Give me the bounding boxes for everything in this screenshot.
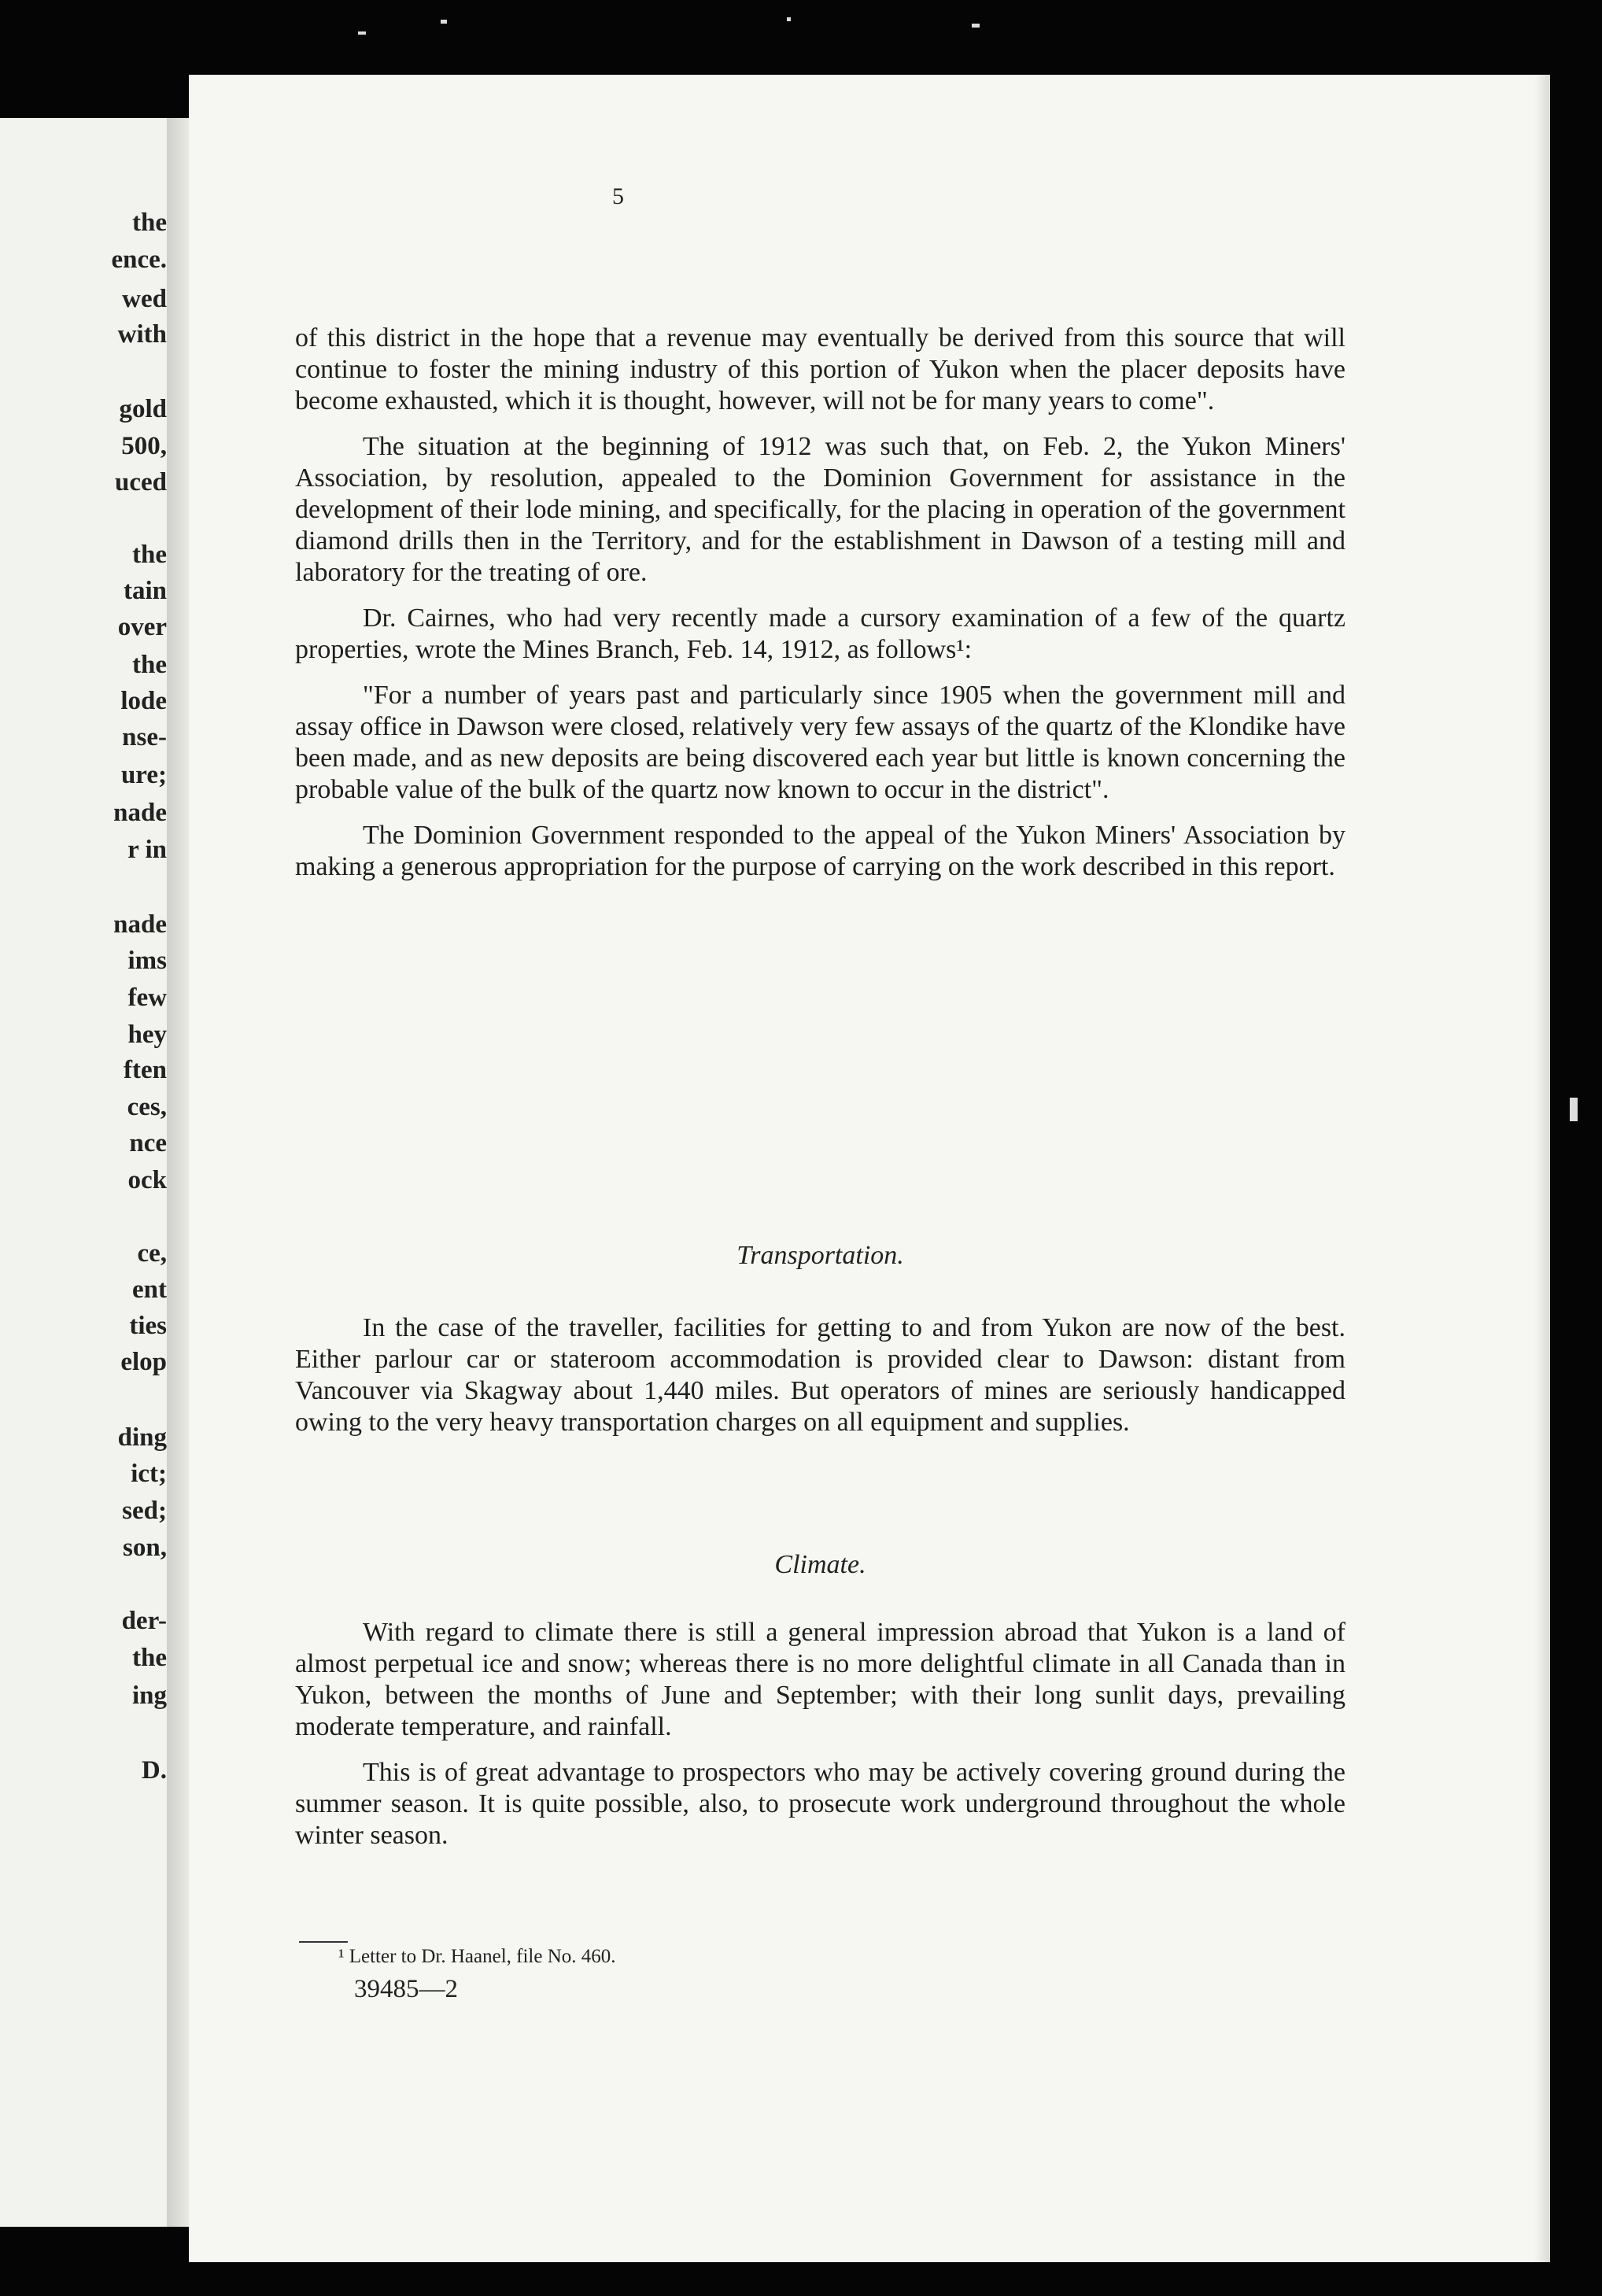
paragraph: With regard to climate there is still a general impression abroad that Yukon is a land of almost perpetual ice and snow; whereas there is no more delightful climate in all Canada than in Yukon, between the months of June and September; with their long sunlit days, prevailing moderate temperature, and rainfall. bbox=[295, 1618, 1345, 1741]
left-page-text-fragment: ence. bbox=[111, 245, 167, 274]
left-page-fragment bbox=[0, 118, 167, 2227]
left-page-text-fragment: the bbox=[132, 1644, 167, 1672]
paragraph: This is of great advantage to prospectors who may be actively covering ground during the summer season. It is quite possible, also, to prosecute work underground throughout the whole winter season. bbox=[295, 1758, 1345, 1850]
scan-speck bbox=[441, 20, 447, 24]
left-page-text-fragment: nse- bbox=[122, 723, 167, 751]
paragraph: The Dominion Government responded to the appeal of the Yukon Miners' Association by making a generous appropriation for the purpose of carrying on the work described in this report. bbox=[295, 821, 1345, 881]
scan-speck bbox=[358, 31, 366, 35]
left-page-text-fragment: r in bbox=[127, 836, 167, 864]
main-text bbox=[295, 323, 1345, 897]
paragraph: The situation at the beginning of 1912 was such that, on Feb. 2, the Yukon Miners' Association, by resolution, appealed to the Dominion Government for assistance in the development of their lode mining, and specifically, for the placing in operation of the government diamond drills then in the Territory, and for the establishment in Dawson of a testing mill and laboratory for the treating of ore. bbox=[295, 432, 1345, 587]
left-page-text-fragment: the bbox=[132, 209, 167, 237]
footnote-rule bbox=[299, 1941, 348, 1943]
left-page-text-fragment: uced bbox=[115, 468, 167, 496]
left-page-text-fragment: ce, bbox=[137, 1239, 167, 1268]
paragraph: In the case of the traveller, facilities for getting to and from Yukon are now of the best. Either parlour car or stateroom accommodation is provided clear to Dawson: distant from Vancouver via Skagway about 1,440 miles. But operators of mines are seriously handicapped owing to the very heavy transportation charges on all equipment and supplies. bbox=[295, 1313, 1345, 1437]
left-page-text-fragment: ties bbox=[129, 1312, 167, 1340]
left-page-text-fragment: son, bbox=[123, 1534, 167, 1562]
scan-speck bbox=[787, 17, 791, 21]
left-page-text-fragment: 500, bbox=[121, 432, 167, 460]
left-page-text-fragment: nade bbox=[113, 799, 167, 827]
transportation-heading: Transportation. bbox=[736, 1241, 904, 1270]
left-page-text-fragment: lode bbox=[120, 687, 167, 715]
paragraph: Dr. Cairnes, who had very recently made a cursory examination of a few of the quartz properties, wrote the Mines Branch, Feb. 14, 1912, as follows¹: bbox=[295, 604, 1345, 664]
left-page-text-fragment: ock bbox=[127, 1166, 167, 1194]
transportation-section bbox=[295, 1312, 1345, 1453]
left-page-text-fragment: ften bbox=[124, 1056, 167, 1084]
page-gutter bbox=[167, 118, 189, 2227]
paragraph: of this district in the hope that a revenue may eventually be derived from this source that will continue to foster the mining industry of this portion of Yukon when the placer deposits have become exhausted, which it is thought, however, will not be for many years to come". bbox=[295, 323, 1345, 415]
left-page-text-fragment: ure; bbox=[120, 761, 167, 789]
left-page-text-fragment: elop bbox=[120, 1348, 167, 1376]
page-number: 5 bbox=[612, 183, 624, 209]
left-page-text-fragment: ding bbox=[117, 1423, 167, 1452]
scan-speck bbox=[1570, 1098, 1578, 1121]
left-page-text-fragment: hey bbox=[127, 1021, 167, 1049]
left-page-text-fragment: the bbox=[132, 541, 167, 569]
left-page-text-fragment: nce bbox=[129, 1129, 167, 1157]
print-signature: 39485—2 bbox=[354, 1975, 458, 2003]
left-page-text-fragment: with bbox=[117, 320, 167, 349]
climate-heading: Climate. bbox=[774, 1550, 866, 1579]
left-page-text-fragment: tain bbox=[123, 577, 167, 605]
left-page-text-fragment: over bbox=[117, 613, 167, 641]
left-page-text-fragment: ent bbox=[132, 1275, 167, 1304]
quoted-paragraph: "For a number of years past and particularly since 1905 when the government mill and assay office in Dawson were closed, relatively very few assays of the quartz of the Klondike have been made, and as new deposits are being discovered each year but little is known concerning the probable value of the bulk of the quartz now known to occur in the district". bbox=[295, 681, 1345, 804]
left-page-text-fragment: gold bbox=[119, 395, 167, 423]
scan-speck bbox=[972, 24, 980, 28]
left-page-text-fragment: sed; bbox=[122, 1497, 167, 1525]
left-page-text-fragment: wed bbox=[122, 285, 167, 313]
left-page-text-fragment: ims bbox=[127, 947, 167, 975]
left-page-text-fragment: few bbox=[127, 984, 167, 1012]
left-page-text-fragment: ces, bbox=[127, 1093, 167, 1121]
left-page-text-fragment: ing bbox=[131, 1681, 167, 1710]
left-page-text-fragment: D. bbox=[141, 1756, 167, 1785]
left-page-text-fragment: ict; bbox=[131, 1460, 167, 1488]
left-page-text-fragment: the bbox=[132, 651, 167, 679]
left-page-text-fragment: nade bbox=[113, 910, 167, 939]
left-page-text-fragment: der- bbox=[121, 1607, 167, 1635]
footnote: ¹ Letter to Dr. Haanel, file No. 460. bbox=[338, 1946, 616, 1967]
climate-section bbox=[295, 1617, 1345, 1866]
